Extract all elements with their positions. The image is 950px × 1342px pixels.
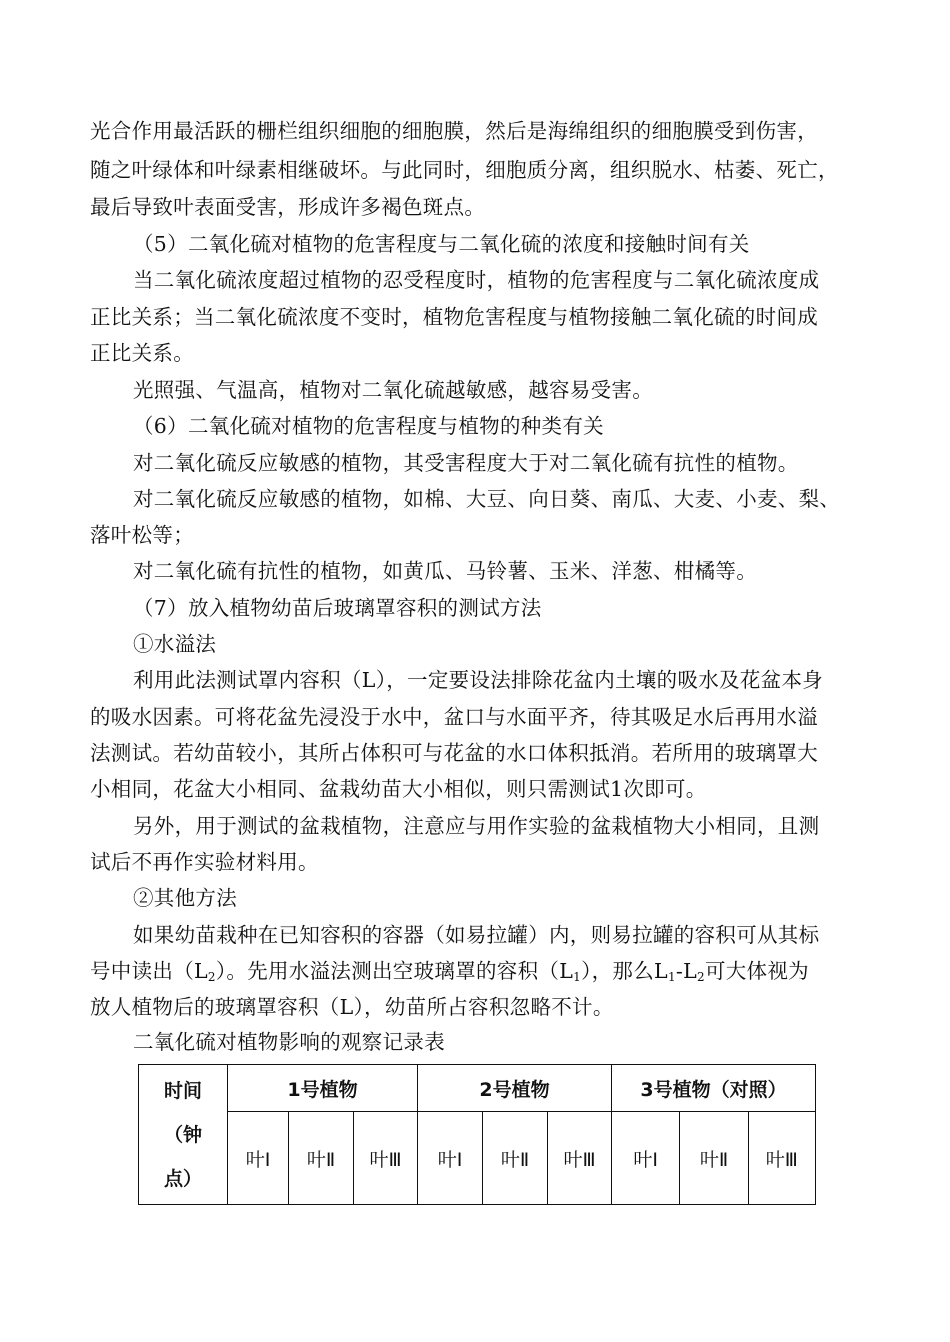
subscript: 2	[207, 970, 216, 984]
group-header-plant-3: 3号植物（对照）	[612, 1065, 816, 1112]
paragraph-line: 对二氧化硫有抗性的植物，如黄瓜、马铃薯、玉米、洋葱、柑橘等。	[133, 559, 757, 583]
paragraph-line: 正比关系。	[90, 341, 194, 365]
paragraph-line: 落叶松等；	[90, 523, 194, 547]
leaf-header-cell: 叶Ⅱ	[680, 1112, 748, 1205]
paragraph-line: 正比关系；当二氧化硫浓度不变时，植物危害程度与植物接触二氧化硫的时间成	[90, 305, 818, 329]
section-heading-5: （5）二氧化硫对植物的危害程度与二氧化硫的浓度和接触时间有关	[133, 232, 750, 256]
subscript: 1	[667, 970, 676, 984]
paragraph-line: 的吸水因素。可将花盆先浸没于水中，盆口与水面平齐，待其吸足水后再用水溢	[90, 705, 818, 729]
subscript: 1	[573, 970, 582, 984]
leaf-header-cell: 叶Ⅱ	[483, 1112, 548, 1205]
paragraph-line: 光照强、气温高，植物对二氧化硫越敏感，越容易受害。	[133, 378, 653, 402]
time-header-line: （钟	[163, 1123, 202, 1146]
paragraph-line: 另外，用于测试的盆栽植物，注意应与用作实验的盆栽植物大小相同，且测	[133, 814, 820, 838]
paragraph-line: 放人植物后的玻璃罩容积（L），幼苗所占容积忽略不计。	[90, 995, 614, 1019]
text-run: ）。先用水溢法测出空玻璃罩的容积（L	[215, 959, 574, 983]
table-border-tail	[804, 1204, 814, 1205]
group-header-plant-2: 2号植物	[418, 1065, 612, 1112]
leaf-header-cell: 叶Ⅲ	[748, 1112, 815, 1205]
paragraph-line: 试后不再作实验材料用。	[90, 850, 319, 874]
paragraph-line: 对二氧化硫反应敏感的植物，如棉、大豆、向日葵、南瓜、大麦、小麦、梨、	[133, 487, 841, 511]
paragraph-line: 利用此法测试罩内容积（L），一定要设法排除花盆内土壤的吸水及花盆本身	[133, 668, 824, 692]
time-header-line: 点）	[163, 1167, 202, 1190]
text-run: -L	[675, 959, 698, 983]
table-caption: 二氧化硫对植物影响的观察记录表	[133, 1030, 445, 1054]
method-heading-2: ②其他方法	[133, 886, 237, 910]
method-heading-1: ①水溢法	[133, 632, 217, 656]
paragraph-line-with-subscripts	[90, 959, 809, 983]
subscript: 2	[697, 970, 705, 984]
leaf-header-cell: 叶Ⅱ	[289, 1112, 354, 1205]
leaf-header-cell: 叶Ⅰ	[612, 1112, 680, 1205]
paragraph-line: 光合作用最活跃的栅栏组织细胞的细胞膜，然后是海绵组织的细胞膜受到伤害，	[90, 119, 818, 143]
group-header-plant-1: 1号植物	[228, 1065, 418, 1112]
time-header-line: 时间	[163, 1079, 202, 1102]
paragraph-line: 小相同，花盆大小相同、盆栽幼苗大小相似，则只需测试1次即可。	[90, 777, 707, 801]
time-header-cell	[139, 1065, 228, 1205]
paragraph-line: 对二氧化硫反应敏感的植物，其受害程度大于对二氧化硫有抗性的植物。	[133, 451, 799, 475]
paragraph-line: 随之叶绿体和叶绿素相继破坏。与此同时，细胞质分离，组织脱水、枯萎、死亡，	[90, 158, 839, 182]
leaf-header-cell: 叶Ⅲ	[548, 1112, 612, 1205]
text-run: 号中读出（L	[90, 959, 208, 983]
section-heading-6: （6）二氧化硫对植物的危害程度与植物的种类有关	[133, 414, 604, 438]
text-run: ），那么L	[581, 959, 668, 983]
text-run: 可大体视为	[704, 959, 809, 983]
leaf-header-cell: 叶Ⅲ	[354, 1112, 418, 1205]
paragraph-line: 法测试。若幼苗较小，其所占体积可与花盆的水口体积抵消。若所用的玻璃罩大	[90, 741, 818, 765]
paragraph-line: 当二氧化硫浓度超过植物的忍受程度时，植物的危害程度与二氧化硫浓度成	[133, 268, 820, 292]
observation-record-table	[138, 1064, 816, 1205]
paragraph-line: 如果幼苗栽种在已知容积的容器（如易拉罐）内，则易拉罐的容积可从其标	[133, 923, 820, 947]
leaf-header-cell: 叶Ⅰ	[418, 1112, 483, 1205]
section-heading-7: （7）放入植物幼苗后玻璃罩容积的测试方法	[133, 596, 542, 620]
paragraph-line: 最后导致叶表面受害，形成许多褐色斑点。	[90, 195, 486, 219]
leaf-header-cell: 叶Ⅰ	[228, 1112, 289, 1205]
